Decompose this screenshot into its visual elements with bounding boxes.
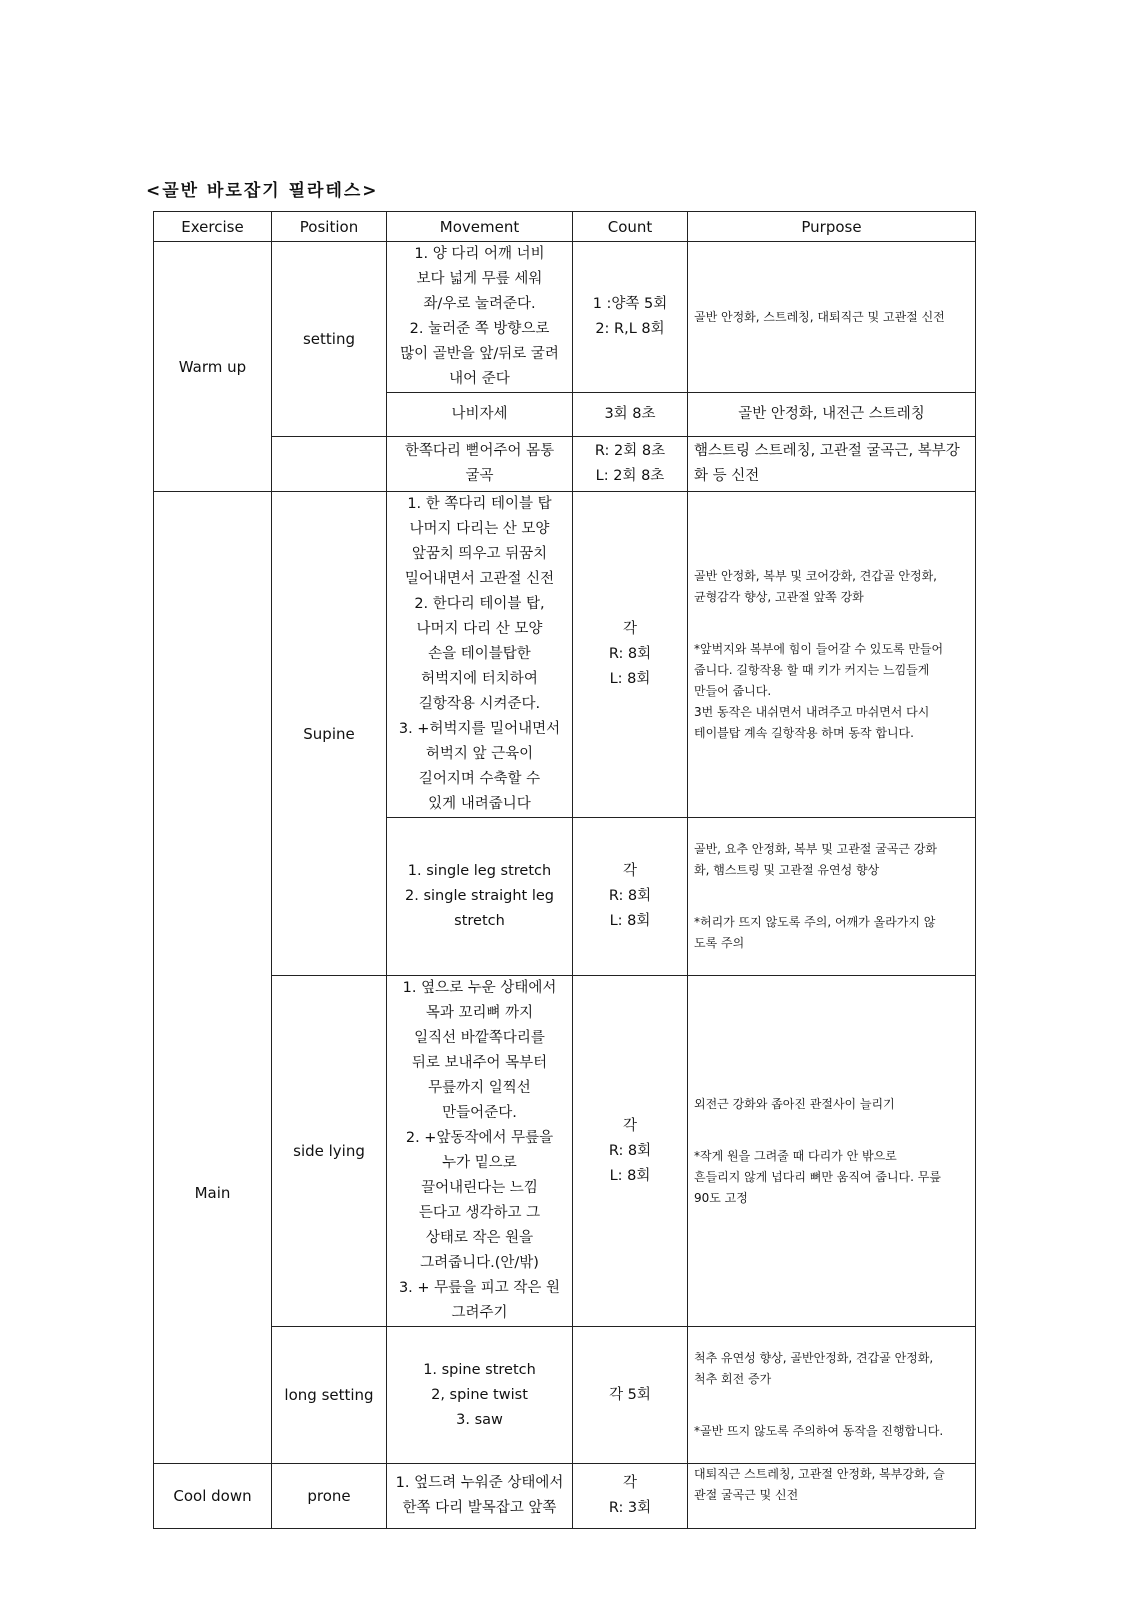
header-purpose: Purpose — [688, 212, 976, 242]
count-cell: 1 :양쪽 5회 2: R,L 8회 — [573, 242, 688, 393]
count-cell: 각 R: 8회 L: 8회 — [573, 818, 688, 976]
purpose-note: *골반 뜨지 않도록 주의하여 동작을 진행합니다. — [694, 1424, 944, 1438]
purpose-text: 척추 유연성 향상, 골반안정화, 견갑골 안정화, 척추 회전 증가 — [694, 1351, 934, 1386]
purpose-note: *작게 원을 그려줄 때 다리가 안 밖으로 흔들리지 않게 넙다리 뼈만 움직여 줍니다. 무릎 90도 고정 — [694, 1148, 941, 1205]
count-cell: 각 5회 — [573, 1327, 688, 1464]
movement-cell: 1. 양 다리 어깨 너비 보다 넓게 무릎 세워 좌/우로 눌려준다. 2. 눌러준 쪽 방향으로 많이 골반을 앞/뒤로 굴려 내어 준다 — [387, 242, 573, 393]
purpose-text: 대퇴직근 스트레칭, 고관절 안정화, 복부강화, 슬 관절 굴곡근 및 신전 — [694, 1467, 945, 1502]
movement-cell: 1. 한 쪽다리 테이블 탑 나머지 다리는 산 모양 앞꿈치 띄우고 뒤꿈치 밀어내면서 고관절 신전 2. 한다리 테이블 탑, 나머지 다리 산 모양 손을 테이블탑한 허벅지에 터치하여 길항작용 시켜준다. 3. +허벅지를 밀어내면서 허벅지 앞 근육이 길어지며 수축할 수 있게 내려줍니다 — [387, 492, 573, 818]
purpose-cell — [688, 1327, 976, 1464]
movement-cell: 1. 옆으로 누운 상태에서 목과 꼬리뼈 까지 일직선 바깥쪽다리를 뒤로 보내주어 목부터 무릎까지 일찍선 만들어준다. 2. +앞동작에서 무릎을 누가 밑으로 끌어내린다는 느낌 든다고 생각하고 그 상태로 작은 원을 그려줍니다.(안/밖) 3. + 무릎을 피고 작은 원 그려주기 — [387, 976, 573, 1327]
position-setting: setting — [272, 242, 387, 437]
count-cell: 각 R: 8회 L: 8회 — [573, 976, 688, 1327]
purpose-cell — [688, 492, 976, 818]
purpose-text: 골반, 요추 안정화, 복부 및 고관절 굴곡근 강화 화, 햄스트링 및 고관절 유연성 향상 — [694, 842, 937, 877]
table-row — [154, 242, 976, 393]
table-row — [154, 437, 976, 492]
purpose-cell — [688, 1464, 976, 1529]
purpose-note: *앞벅지와 복부에 힘이 들어갈 수 있도록 만들어 줍니다. 길항작용 할 때 키가 커지는 느낌들게 만들어 줍니다. 3번 동작은 내쉬면서 내려주고 마쉬면서 다시 테이블탑 계속 길항작용 하며 동작 합니다. — [694, 641, 944, 740]
movement-cell: 한쪽다리 뻗어주어 몸통 굴곡 — [387, 437, 573, 492]
exercise-cooldown: Cool down — [154, 1464, 272, 1529]
purpose-text: 외전근 강화와 좁아진 관절사이 늘리기 — [694, 1096, 895, 1111]
count-cell: 3회 8초 — [573, 393, 688, 437]
header-exercise: Exercise — [154, 212, 272, 242]
header-movement: Movement — [387, 212, 573, 242]
table-row — [154, 1464, 976, 1529]
purpose-cell — [688, 437, 976, 492]
count-cell: 각 R: 8회 L: 8회 — [573, 492, 688, 818]
movement-cell: 나비자세 — [387, 393, 573, 437]
table-row — [154, 1327, 976, 1464]
position-setting-continued — [272, 437, 387, 492]
table-row — [154, 976, 976, 1327]
purpose-cell — [688, 393, 976, 437]
purpose-text: 골반 안정화, 스트레칭, 대퇴직근 및 고관절 신전 — [694, 309, 945, 324]
header-row — [154, 212, 976, 242]
movement-cell: 1. spine stretch 2, spine twist 3. saw — [387, 1327, 573, 1464]
exercise-main — [154, 492, 272, 1464]
table-row — [154, 492, 976, 818]
purpose-cell — [688, 976, 976, 1327]
header-position: Position — [272, 212, 387, 242]
position-long-setting: long setting — [272, 1327, 387, 1464]
page-title: <골반 바로잡기 필라테스> — [146, 181, 379, 201]
purpose-cell — [688, 242, 976, 393]
count-cell: 각 R: 3회 — [573, 1464, 688, 1529]
purpose-text: 햄스트링 스트레칭, 고관절 굴곡근, 복부강 화 등 신전 — [694, 443, 960, 484]
purpose-note: *허리가 뜨지 않도록 주의, 어깨가 올라가지 않 도록 주의 — [694, 915, 936, 950]
purpose-text: 골반 안정화, 복부 및 코어강화, 견갑골 안정화, 균형감각 향상, 고관절 앞쪽 강화 — [694, 568, 937, 604]
movement-cell: 1. single leg stretch 2. single straight leg stretch — [387, 818, 573, 976]
count-cell: R: 2회 8초 L: 2회 8초 — [573, 437, 688, 492]
movement-cell: 1. 엎드려 누워준 상태에서 한쪽 다리 발목잡고 앞쪽 — [387, 1464, 573, 1529]
position-side-lying: side lying — [272, 976, 387, 1327]
position-supine: Supine — [272, 492, 387, 976]
position-prone: prone — [272, 1464, 387, 1529]
exercise-warmup: Warm up — [154, 242, 272, 492]
header-count: Count — [573, 212, 688, 242]
exercise-main-label: Main — [194, 1183, 231, 1202]
purpose-cell — [688, 818, 976, 976]
purpose-text: 골반 안정화, 내전근 스트레칭 — [738, 406, 925, 422]
exercise-table — [153, 211, 976, 1529]
